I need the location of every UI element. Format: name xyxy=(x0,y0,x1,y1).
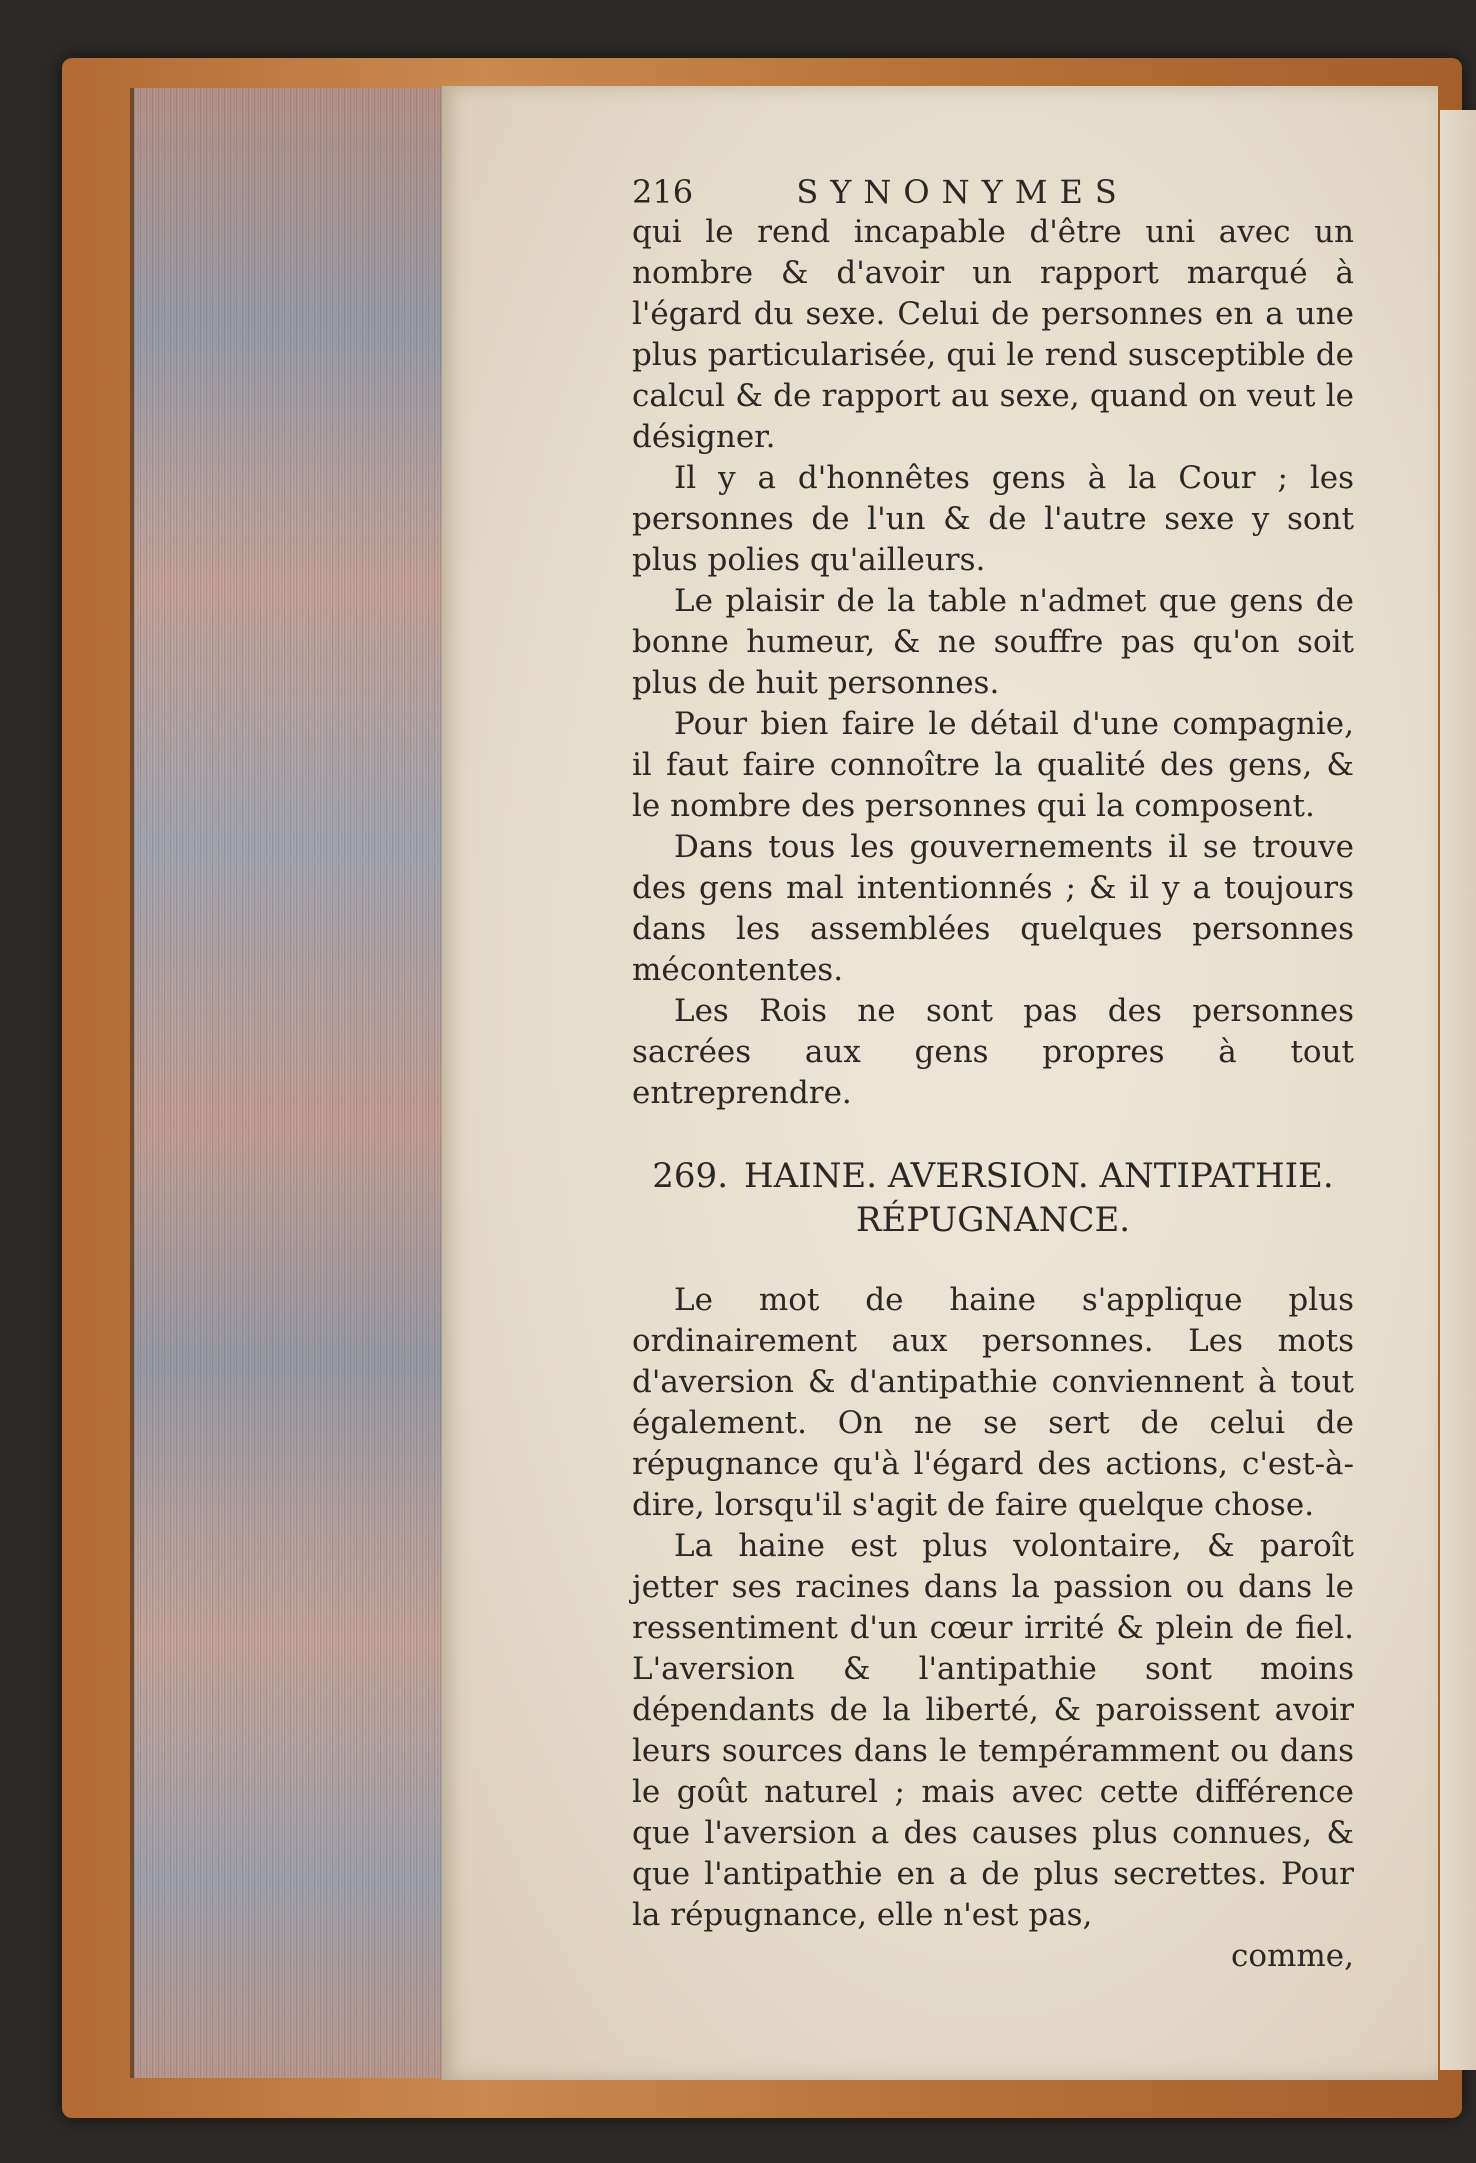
article-heading-line1: HAINE. AVERSION. ANTIPATHIE. xyxy=(744,1156,1334,1196)
example-paragraph: Le plaisir de la table n'admet que gens de bonne humeur, & ne souffre pas qu'on soit plus de huit personnes. xyxy=(632,583,1354,701)
running-header xyxy=(632,172,1232,212)
example-paragraph: Dans tous les gouvernements il se trouve des gens mal intentionnés ; & il y a toujours dans les assemblées quelques personnes mécontentes. xyxy=(632,829,1354,988)
article-heading-line2: RÉPUGNANCE. xyxy=(855,1200,1131,1240)
article-number: 269. xyxy=(652,1156,728,1196)
example-paragraph: Les Rois ne sont pas des personnes sacrées aux gens propres à tout entreprendre. xyxy=(632,993,1354,1111)
page-text xyxy=(632,172,1354,1977)
example-paragraph: Pour bien faire le détail d'une compagnie, il faut faire connoître la qualité des gens, & le nombre des personnes qui la composent. xyxy=(632,706,1354,824)
page-edges-marbled xyxy=(130,88,446,2078)
article-heading xyxy=(632,1154,1354,1242)
body-paragraph: La haine est plus volontaire, & paroît jetter ses racines dans la passion ou dans le ressentiment d'un cœur irrité & plein de fiel. L'aversion & l'antipathie sont moins dépendants de la liberté, & paroissent avoir leurs sources dans le tempéramment ou dans le goût naturel ; mais avec cette différence que l'aversion a des causes plus connues, & que l'antipathie en a de plus secrettes. Pour la répugnance, elle n'est pas, xyxy=(632,1528,1354,1933)
running-title: SYNONYMES xyxy=(796,173,1129,211)
facing-page-edge xyxy=(1440,110,1476,2070)
body-paragraph: Le mot de haine s'applique plus ordinairement aux personnes. Les mots d'aversion & d'antipathie conviennent à tout également. On ne se sert de celui de répugnance qu'à l'égard des actions, c'est-à-dire, lorsqu'il s'agit de faire quelque chose. xyxy=(632,1282,1354,1523)
catchword: comme, xyxy=(1230,1938,1354,1974)
continuation-paragraph: qui le rend incapable d'être uni avec un nombre & d'avoir un rapport marqué à l'égard du sexe. Celui de personnes en a une plus particularisée, qui le rend susceptible de calcul & de rapport au sexe, quand on veut le désigner. xyxy=(632,214,1354,455)
page-number: 216 xyxy=(632,173,694,211)
example-paragraph: Il y a d'honnêtes gens à la Cour ; les personnes de l'un & de l'autre sexe y sont plus polies qu'ailleurs. xyxy=(632,460,1354,578)
